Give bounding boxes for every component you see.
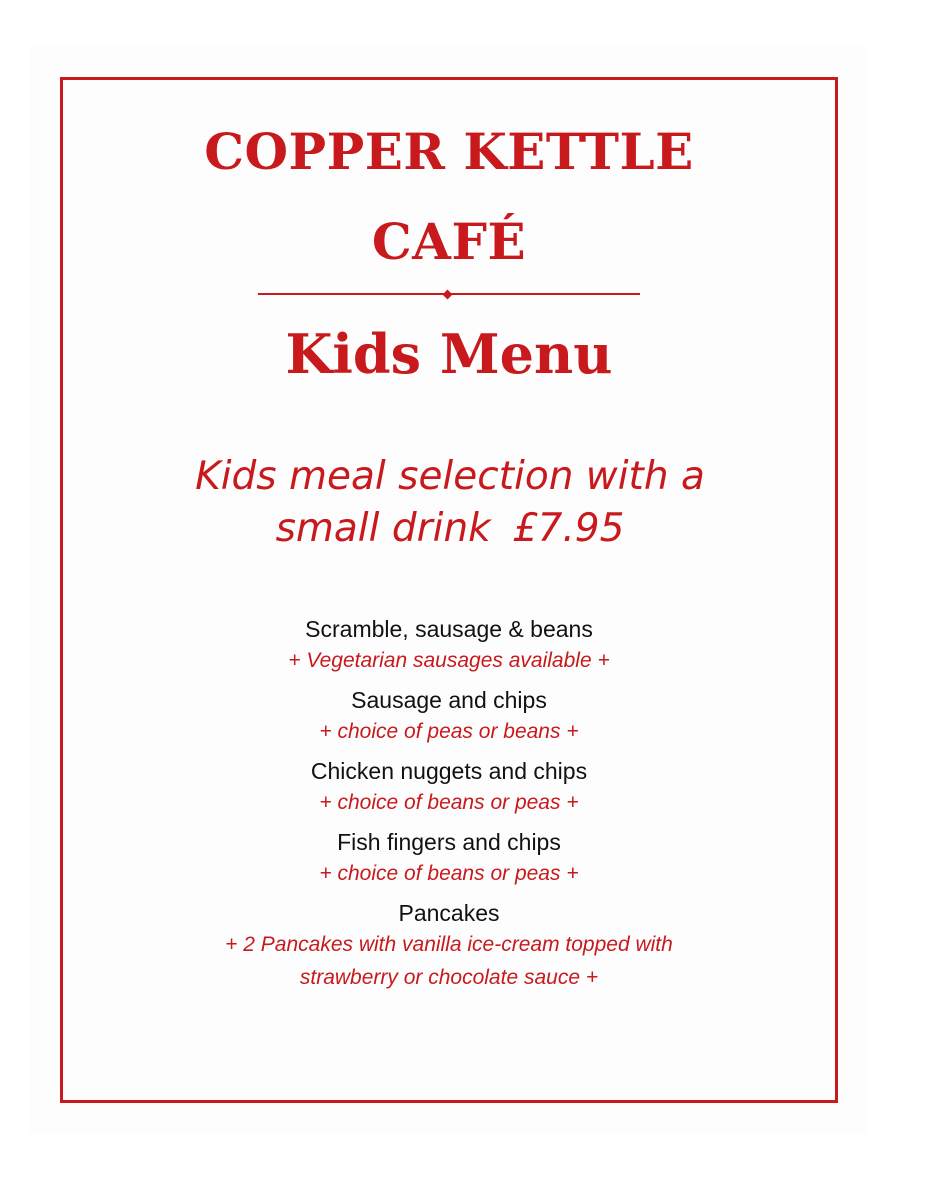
menu-items-list bbox=[60, 614, 838, 1002]
menu-title: Kids Menu bbox=[285, 322, 613, 386]
menu-item-note: + 2 Pancakes with vanilla ice-cream topped with strawberry or chocolate sauce + bbox=[225, 933, 673, 989]
cafe-name-line2: CAFÉ bbox=[371, 212, 527, 271]
menu-item-name: Scramble, sausage & beans bbox=[305, 616, 593, 642]
offer-price: £7.95 bbox=[512, 506, 625, 551]
menu-item bbox=[60, 898, 838, 994]
menu-item-note: + choice of beans or peas + bbox=[319, 862, 579, 885]
ornamental-divider bbox=[258, 291, 640, 297]
menu-item bbox=[60, 827, 838, 890]
menu-item bbox=[60, 614, 838, 677]
menu-item-name: Chicken nuggets and chips bbox=[310, 758, 588, 784]
menu-item bbox=[60, 756, 838, 819]
menu-item bbox=[60, 685, 838, 748]
divider-diamond-icon bbox=[443, 290, 453, 300]
cafe-name-line1: COPPER KETTLE bbox=[204, 122, 694, 181]
menu-content bbox=[60, 77, 838, 1103]
menu-item-note: + Vegetarian sausages available + bbox=[288, 649, 610, 672]
meal-offer bbox=[140, 451, 760, 555]
menu-item-name: Fish fingers and chips bbox=[337, 829, 561, 855]
menu-item-name: Pancakes bbox=[398, 900, 500, 926]
offer-text: Kids meal selection with a small drink bbox=[195, 454, 705, 551]
menu-item-note: + choice of peas or beans + bbox=[319, 720, 579, 743]
menu-item-name: Sausage and chips bbox=[351, 687, 547, 713]
menu-item-note: + choice of beans or peas + bbox=[319, 791, 579, 814]
